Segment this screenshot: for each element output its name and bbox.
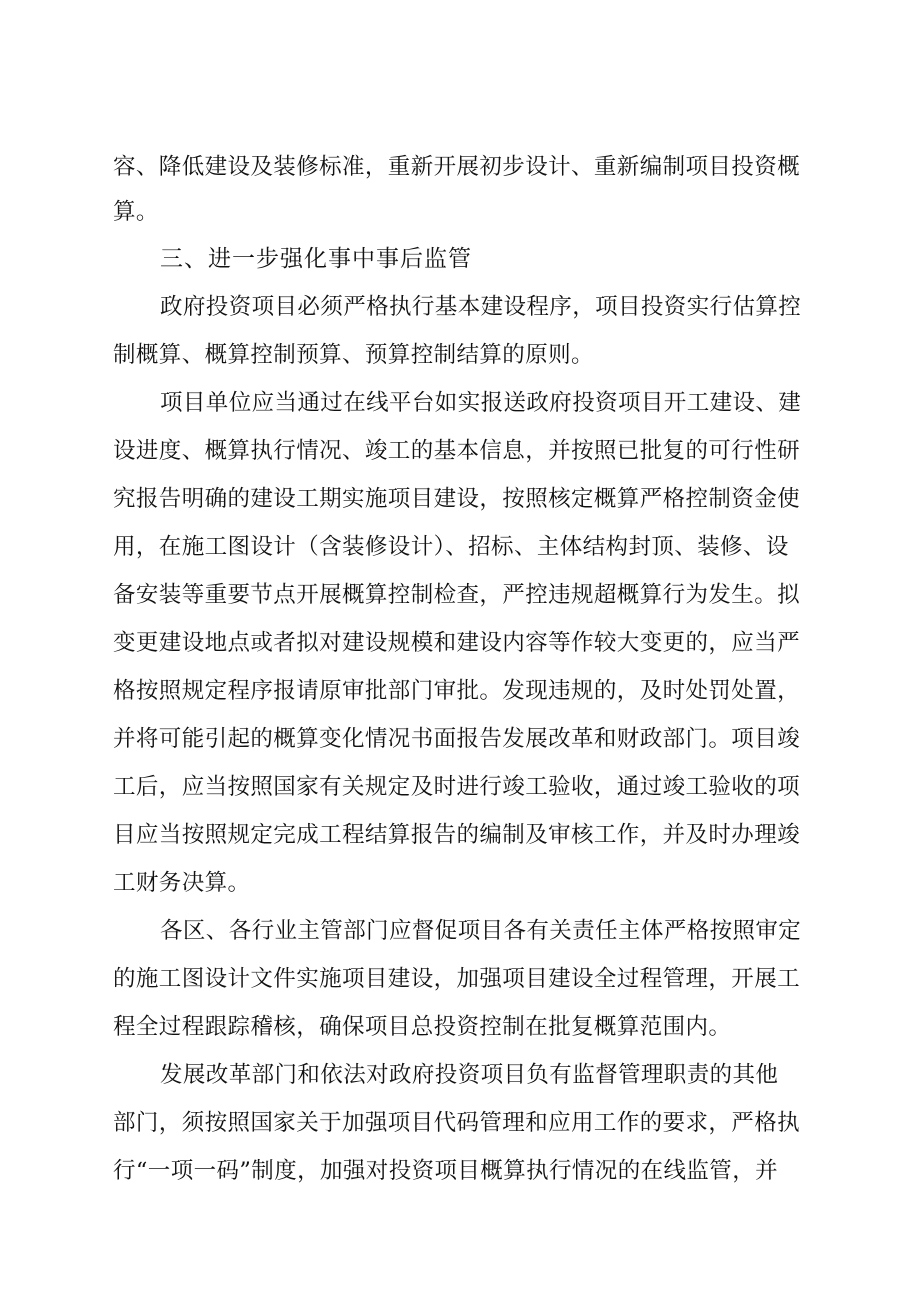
- paragraph-line: 备安装等重要节点开展概算控制检查，严控违规超概算行为发生。拟: [113, 582, 801, 608]
- text-line: 容、降低建设及装修标准，重新开展初步设计、重新编制项目投资概: [113, 154, 801, 180]
- paragraph-line: 变更建设地点或者拟对建设规模和建设内容等作较大变更的，应当严: [113, 630, 801, 656]
- paragraph-line: 政府投资项目必须严格执行基本建设程序，项目投资实行估算控: [160, 294, 802, 320]
- paragraph-line: 各区、各行业主管部门应督促项目各有关责任主体严格按照审定: [160, 918, 802, 944]
- paragraph-line: 部门，须按照国家关于加强项目代码管理和应用工作的要求，严格执: [113, 1110, 801, 1136]
- paragraph-line: 行“一项一码”制度，加强对投资项目概算执行情况的在线监管，并: [113, 1158, 779, 1184]
- paragraph-line: 设进度、概算执行情况、竣工的基本信息，并按照已批复的可行性研: [113, 438, 801, 464]
- section-heading: 三、进一步强化事中事后监管: [160, 246, 472, 272]
- paragraph-line: 程全过程跟踪稽核，确保项目总投资控制在批复概算范围内。: [113, 1014, 732, 1040]
- paragraph-line: 究报告明确的建设工期实施项目建设，按照核定概算严格控制资金使: [113, 486, 801, 512]
- paragraph-line: 格按照规定程序报请原审批部门审批。发现违规的，及时处罚处置，: [113, 678, 801, 704]
- paragraph-line: 并将可能引起的概算变化情况书面报告发展改革和财政部门。项目竣: [113, 726, 801, 752]
- paragraph-line: 工后，应当按照国家有关规定及时进行竣工验收，通过竣工验收的项: [113, 774, 801, 800]
- paragraph-line: 目应当按照规定完成工程结算报告的编制及审核工作，并及时办理竣: [113, 822, 801, 848]
- paragraph-line: 发展改革部门和依法对政府投资项目负有监督管理职责的其他: [160, 1062, 779, 1088]
- paragraph-line: 用，在施工图设计（含装修设计）、招标、主体结构封顶、装修、设: [113, 534, 789, 560]
- paragraph-line: 工财务决算。: [113, 870, 251, 896]
- paragraph-line: 的施工图设计文件实施项目建设，加强项目建设全过程管理，开展工: [113, 966, 801, 992]
- paragraph-line: 制概算、概算控制预算、预算控制结算的原则。: [113, 342, 594, 368]
- text-line: 算。: [113, 199, 159, 225]
- paragraph-line: 项目单位应当通过在线平台如实报送政府投资项目开工建设、建: [160, 390, 802, 416]
